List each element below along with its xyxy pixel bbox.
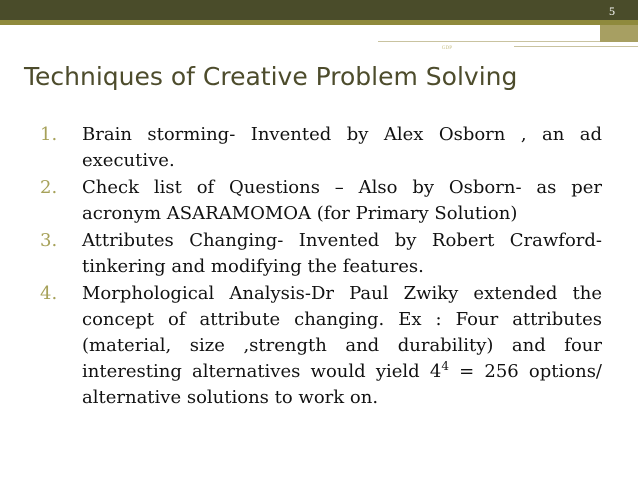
list-item bbox=[40, 281, 602, 411]
list-item bbox=[40, 228, 602, 280]
slide-title: Techniques of Creative Problem Solving bbox=[24, 62, 518, 91]
list-item bbox=[40, 175, 602, 227]
header-rule-right bbox=[514, 46, 638, 47]
top-bar bbox=[0, 0, 638, 20]
top-accent-bar bbox=[0, 20, 638, 25]
list-text: Attributes Changing- Invented by Robert Crawford- tinkering and modifying the features. bbox=[82, 230, 602, 277]
list-item bbox=[40, 122, 602, 174]
header-rule-left bbox=[378, 41, 600, 42]
list-number: 2. bbox=[40, 177, 58, 198]
technique-list bbox=[40, 122, 602, 412]
superscript-exponent: 4 bbox=[441, 359, 449, 373]
list-text bbox=[82, 281, 602, 411]
list-text: Check list of Questions – Also by Osborn- as per acronym ASARAMOMOA (for Primary Solution) bbox=[82, 177, 602, 224]
list-text: Brain storming- Invented by Alex Osborn , an ad executive. bbox=[82, 124, 602, 171]
list-text-main: Morphological Analysis-Dr Paul Zwiky extended the concept of attribute changing. Ex : Four attributes (material, size ,strength and durability) and four interesting alternatives would yield 4 bbox=[82, 283, 602, 382]
right-accent-band bbox=[600, 25, 638, 42]
list-number: 3. bbox=[40, 230, 58, 251]
list-number: 1. bbox=[40, 124, 58, 145]
page-number: 5 bbox=[609, 4, 615, 18]
footer-tag: GDP bbox=[441, 46, 453, 51]
list-number: 4. bbox=[40, 283, 58, 304]
list-text-tail: = 256 options/ alternative solutions to work on. bbox=[82, 361, 602, 408]
